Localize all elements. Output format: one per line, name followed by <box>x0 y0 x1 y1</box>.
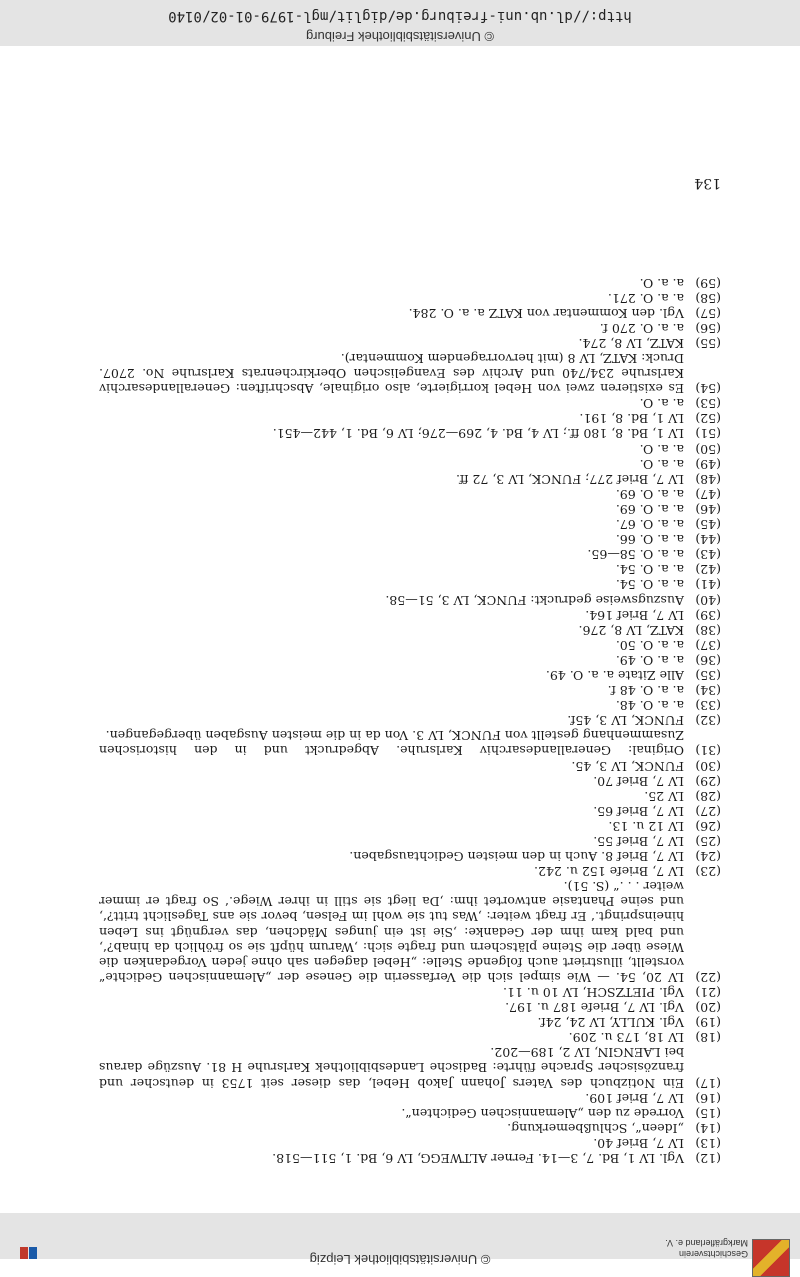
society-line-1: Geschichtsverein <box>678 1249 748 1259</box>
endnote-number: (50) <box>695 441 721 457</box>
endnote-number: (51) <box>695 426 721 442</box>
endnote-number: (38) <box>695 622 721 638</box>
endnote-text: LV 7, Brief 65. <box>593 803 684 819</box>
endnote-item <box>99 1151 721 1166</box>
endnote-number: (25) <box>695 834 721 850</box>
endnote-item <box>99 819 721 834</box>
endnote-item <box>99 517 721 532</box>
endnote-item <box>99 653 721 668</box>
endnote-item <box>99 1106 721 1121</box>
endnote-text: a. a. O. <box>639 396 684 412</box>
endnote-number: (53) <box>695 396 721 412</box>
endnote-text: LV 1, Bd. 8, 180 ff.; LV 4, Bd. 4, 269—276; LV 6, Bd. 1, 442—451. <box>272 426 684 442</box>
endnote-item <box>99 321 721 336</box>
endnote-item <box>99 411 721 426</box>
endnote-number: (31) <box>695 743 721 759</box>
endnote-text: KATZ, LV 8, 274. <box>578 335 684 351</box>
endnote-text: LV 18, 173 u. 209. <box>568 1030 684 1046</box>
endnote-number: (42) <box>695 562 721 578</box>
endnote-number: (44) <box>695 532 721 548</box>
endnote-text: a. a. O. 48 f. <box>607 683 684 699</box>
endnote-number: (54) <box>695 381 721 397</box>
endnote-item <box>99 834 721 849</box>
endnote-text: LV 12 u. 13. <box>608 818 684 834</box>
endnote-number: (20) <box>695 1000 721 1016</box>
endnote-number: (55) <box>695 335 721 351</box>
endnote-text: FUNCK, LV 3, 45f. <box>567 713 684 729</box>
endnote-number: (19) <box>695 1015 721 1031</box>
endnote-item <box>99 879 721 985</box>
endnote-item <box>99 592 721 607</box>
endnote-text: a. a. O. 54. <box>615 577 684 593</box>
endnote-item <box>99 608 721 623</box>
endnote-text: a. a. O. 69. <box>615 486 684 502</box>
endnote-number: (14) <box>695 1120 721 1136</box>
endnote-item <box>99 351 721 396</box>
society-name-top <box>665 1237 748 1259</box>
endnote-item <box>99 442 721 457</box>
copyright-text-bottom: © Universitätsbibliothek Freiburg <box>305 29 495 44</box>
endnote-text: a. a. O. 54. <box>615 562 684 578</box>
endnote-number: (37) <box>695 637 721 653</box>
endnote-item <box>99 758 721 773</box>
endnote-number: (58) <box>695 290 721 306</box>
endnote-text: Vgl. LV 7, Briefe 187 u. 197. <box>505 1000 684 1016</box>
permalink-url[interactable]: http://dl.ub.uni-freiburg.de/diglit/mgl-1979-01-02/0140 <box>168 8 632 24</box>
endnote-item <box>99 532 721 547</box>
endnote-text: LV 7, Brief 109. <box>585 1090 684 1106</box>
bottom-banner <box>0 0 800 46</box>
endnote-item <box>99 864 721 879</box>
endnote-item <box>99 1091 721 1106</box>
endnote-item <box>99 804 721 819</box>
endnote-text: Vgl. LV 1, Bd. 7, 3—14. Ferner ALTWEGG, LV 6, Bd. 1, 511—518. <box>272 1151 684 1166</box>
endnote-text: LV 7, Briefe 152 u. 242. <box>534 864 684 880</box>
endnotes-block <box>99 275 721 1166</box>
endnote-item <box>99 698 721 713</box>
endnote-item <box>99 985 721 1000</box>
endnote-text: a. a. O. <box>639 275 684 291</box>
endnote-text: Vorrede zu den „Alemannischen Gedichten“. <box>401 1105 684 1121</box>
endnote-item <box>99 547 721 562</box>
endnote-text: Es existieren zwei von Hebel korrigierte, also originale, Abschriften: Generallandesarchiv Karlsruhe 234/740 und Archiv des Evangelischen Oberkirchenrats Karlsruhe No. 2707. Druck: KATZ, LV 8 (mit hervorragendem Kommentar). <box>99 351 684 397</box>
copyright-text-top: © Universitätsbibliothek Leipzig <box>309 1252 491 1267</box>
endnote-text: Alle Zitate a. a. O. 49. <box>545 668 684 683</box>
endnote-item <box>99 1121 721 1136</box>
endnote-item <box>99 487 721 502</box>
endnote-item <box>99 683 721 698</box>
endnote-text: Vgl. den Kommentar von KATZ a. a. O. 284. <box>408 305 684 321</box>
endnote-number: (27) <box>695 803 721 819</box>
endnote-number: (46) <box>695 501 721 517</box>
endnote-item <box>99 502 721 517</box>
endnote-text: a. a. O. <box>639 441 684 457</box>
endnote-number: (18) <box>695 1030 721 1046</box>
library-logo-accent-icon <box>20 1247 28 1259</box>
endnote-item <box>99 577 721 592</box>
endnote-text: a. a. O. 271. <box>607 290 684 306</box>
endnote-number: (57) <box>695 305 721 321</box>
endnote-text: a. a. O. 270 f. <box>599 320 684 336</box>
endnote-item <box>99 336 721 351</box>
endnote-text: a. a. O. 49. <box>615 652 684 668</box>
endnote-number: (15) <box>695 1105 721 1121</box>
endnote-number: (41) <box>695 577 721 593</box>
endnote-text: a. a. O. <box>639 456 684 472</box>
crest-icon <box>752 1239 790 1277</box>
endnote-number: (59) <box>695 275 721 291</box>
endnote-number: (33) <box>695 698 721 714</box>
library-logo-icon <box>29 1247 37 1259</box>
endnote-text: Original: Generallandesarchiv Karlsruhe. Abgedruckt und in den historischen Zusammenhang gestellt von FUNCK, LV 3. Von da in die meisten Ausgaben übergegangen. <box>99 728 684 759</box>
endnote-item <box>99 849 721 864</box>
endnote-text: LV 20, 54. — Wie simpel sich die Verfasserin die Genese der „Alemannischen Gedichte“ vorstellt, illustriert auch folgende Stelle: „Hebel dagegen sah ohne jeden Vorgedanken die Wiese über die Steine plätschern und fragte sich: ‚Warum hüpft sie so fröhlich da hinab?‘, und bald kam ihm der Gedanke: ‚Sie ist ein junges Mädchen, das vergnügt ins Leben hineinspringt.‘ Er fragt weiter: ‚Was tut sie wohl im Felsen, bevor sie ans Tageslicht tritt?‘, und seine Phantasie antwortet ihm: ‚Da liegt sie still in ihrer Wiege.‘ So fragt er immer weiter . . .“ (S. 51). <box>99 879 684 985</box>
endnote-text: a. a. O. 48. <box>615 698 684 714</box>
endnote-text: Ein Notizbuch des Vaters Johann Jakob Hebel, das dieser seit 1753 in deutscher und französischer Sprache führte: Badische Landesbibliothek Karlsruhe H 81. Auszüge daraus bei LAENGIN, LV 2, 189—202. <box>99 1045 684 1091</box>
endnote-number: (52) <box>695 411 721 427</box>
endnote-number: (45) <box>695 517 721 533</box>
endnote-number: (17) <box>695 1075 721 1091</box>
endnote-item <box>99 306 721 321</box>
endnote-number: (32) <box>695 713 721 729</box>
endnote-item <box>99 728 721 758</box>
endnote-item <box>99 562 721 577</box>
endnote-item <box>99 774 721 789</box>
endnote-text: Vgl. KULLY, LV 24, 24f. <box>537 1015 684 1031</box>
page-number: 134 <box>694 175 721 191</box>
endnote-item <box>99 1136 721 1151</box>
endnote-item <box>99 623 721 638</box>
endnote-number: (29) <box>695 773 721 789</box>
endnote-item <box>99 1045 721 1090</box>
endnote-number: (48) <box>695 471 721 487</box>
endnote-text: LV 7, Brief 40. <box>593 1135 684 1151</box>
endnote-text: LV 7, Brief 70. <box>593 773 684 789</box>
endnote-number: (28) <box>695 788 721 804</box>
endnote-number: (16) <box>695 1090 721 1106</box>
endnote-text: LV 7, Brief 164. <box>585 607 684 623</box>
endnote-item <box>99 1015 721 1030</box>
endnote-text: Auszugsweise gedruckt: FUNCK, LV 3, 51—58. <box>385 592 684 608</box>
endnote-number: (12) <box>695 1151 721 1166</box>
endnote-number: (21) <box>695 984 721 1000</box>
endnote-number: (43) <box>695 547 721 563</box>
endnote-number: (24) <box>695 849 721 865</box>
endnote-text: LV 7, Brief 277; FUNCK, LV 3, 72 ff. <box>456 471 684 487</box>
endnote-number: (49) <box>695 456 721 472</box>
endnote-number: (56) <box>695 320 721 336</box>
top-banner <box>0 1213 800 1267</box>
endnote-number: (23) <box>695 864 721 880</box>
endnote-text: KATZ, LV 8, 276. <box>578 622 684 638</box>
endnote-number: (35) <box>695 668 721 683</box>
endnote-text: LV 7, Brief 8. Auch in den meisten Gedichtausgaben. <box>349 849 684 865</box>
endnote-item <box>99 291 721 306</box>
endnote-text: a. a. O. 69. <box>615 501 684 517</box>
endnote-number: (26) <box>695 818 721 834</box>
society-line-2: Markgräflerland e. V. <box>665 1238 748 1248</box>
endnote-item <box>99 426 721 441</box>
endnote-item <box>99 713 721 728</box>
endnote-text: FUNCK, LV 3, 45. <box>571 758 684 774</box>
endnote-item <box>99 396 721 411</box>
endnote-text: LV 25. <box>644 788 684 804</box>
endnote-item <box>99 668 721 683</box>
endnote-number: (22) <box>695 969 721 985</box>
endnote-item <box>99 275 721 290</box>
endnote-text: Vgl. PIETZSCH, LV 10 u. 11. <box>502 984 684 1000</box>
endnote-number: (36) <box>695 652 721 668</box>
endnote-number: (30) <box>695 758 721 774</box>
endnote-text: a. a. O. 50. <box>615 637 684 653</box>
endnote-text: LV 1, Bd. 8, 191. <box>579 411 684 427</box>
endnote-text: a. a. O. 58—65. <box>587 547 684 563</box>
endnote-text: a. a. O. 67. <box>615 517 684 533</box>
endnote-item <box>99 472 721 487</box>
endnote-item <box>99 638 721 653</box>
endnote-item <box>99 457 721 472</box>
endnote-number: (47) <box>695 486 721 502</box>
endnote-number: (40) <box>695 592 721 608</box>
endnote-number: (13) <box>695 1135 721 1151</box>
endnote-item <box>99 789 721 804</box>
endnote-item <box>99 1000 721 1015</box>
endnote-number: (39) <box>695 607 721 623</box>
endnote-text: a. a. O. 66. <box>615 532 684 548</box>
endnote-item <box>99 1030 721 1045</box>
endnote-text: LV 7, Brief 55. <box>593 834 684 850</box>
endnote-text: „Ideen“, Schlußbemerkung. <box>507 1120 684 1136</box>
endnote-number: (34) <box>695 683 721 699</box>
